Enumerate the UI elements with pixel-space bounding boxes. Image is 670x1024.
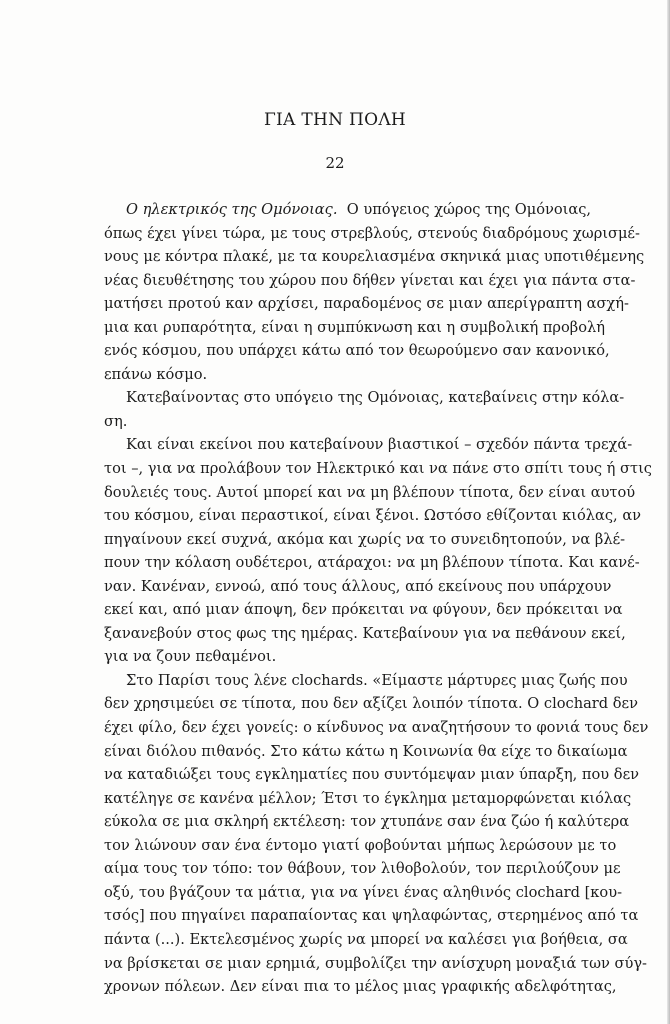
text-line: όπως έχει γίνει τώρα, με τους στρεβλούς, στενούς διαδρόμους χωρισμέ- [104, 224, 640, 242]
text-line: εκεί και, από μιαν άποψη, δεν πρόκειται να φύγουν, δεν πρόκειται να [104, 601, 623, 619]
text-line: δεν χρησιμεύει σε τίποτα, που δεν αξίζει λοιπόν τίποτα. Ο clochard δεν [104, 695, 638, 713]
text-line: επάνω κόσμο. [104, 365, 208, 383]
text-line: ματήσει προτού καν αρχίσει, παραδομένος σε μιαν απερίγραπτη ασχή- [104, 295, 629, 313]
text-line: τον λιώνουν σαν ένα έντομο γιατί φοβούνται μήπως λερώσουν με το [104, 836, 617, 854]
text-line: κατέληγε σε κανένα μέλλον; Έτσι το έγκλημα μεταμορφώνεται κιόλας [104, 789, 632, 807]
text-line: τοι –, για να προλάβουν τον Ηλεκτρικό και να πάνε στο σπίτι τους ή στις [104, 460, 652, 478]
text-line: πουν την κόλαση ουδέτεροι, ατάραχοι: να μη βλέπουν τίποτα. Και κανέ- [104, 554, 640, 572]
text-line: νέας διευθέτησης του χώρου που δήθεν γίνεται και έχει για πάντα στα- [104, 271, 636, 289]
text-line: για να ζουν πεθαμένοι. [104, 648, 277, 666]
text-line: ναν. Κανέναν, εννοώ, από τους άλλους, από εκείνους που υπάρχουν [104, 577, 612, 595]
text-line: του κόσμου, είναι περαστικοί, είναι ξένοι. Ωστόσο εθίζονται κιόλας, αν [104, 507, 642, 525]
text-line: δουλειές τους. Αυτοί μπορεί και να μη βλέπουν τίποτα, δεν είναι αυτού [104, 483, 636, 501]
text-line: ενός κόσμου, που υπάρχει κάτω από τον θεωρούμενο σαν κανονικό, [104, 342, 610, 360]
text-line: να καταδιώξει τους εγκληματίες που συντόμεψαν μιαν ύπαρξη, που δεν [104, 766, 640, 784]
text-line: Και είναι εκείνοι που κατεβαίνουν βιαστικοί – σχεδόν πάντα τρεχά- [126, 436, 633, 454]
text-line: Στο Παρίσι τους λένε clochards. «Είμαστε μάρτυρες μιας ζωής που [126, 671, 628, 689]
text-line: είναι διόλου πιθανός. Στο κάτω κάτω η Κοινωνία θα είχε το δικαίωμα [104, 742, 628, 760]
running-header: ΓΙΑ ΤΗΝ ΠΟΛΗ [263, 110, 407, 130]
text-line: μια και ρυπαρότητα, είναι η συμπύκνωση και η συμβολική προβολή [104, 318, 606, 336]
text-line: έχει φίλο, δεν έχει γονείς: ο κίνδυνος να αναζητήσουν το φονιά τους δεν [104, 719, 649, 737]
text-line: ξανανεβούν στος φως της ημέρας. Κατεβαίνουν για να πεθάνουν εκεί, [104, 624, 626, 642]
text-line: πηγαίνουν εκεί συχνά, ακόμα και χωρίς να το συνειδητοπούν, να βλέ- [104, 530, 626, 548]
page-number: 22 [325, 154, 345, 172]
text-line: πάντα (...). Εκτελεσμένος χωρίς να μπορεί να καλέσει για βοήθεια, σα [104, 930, 628, 948]
text-line: να βρίσκεται σε μιαν ερημιά, συμβολίζει την ανίσχυρη μοναξιά των σύγ- [104, 954, 647, 972]
text-line: Κατεβαίνοντας στο υπόγειο της Ομόνοιας, κατεβαίνεις στην κόλα- [126, 389, 625, 407]
italic-lead: Ο ηλεκτρικός της Ομόνοιας. [126, 201, 338, 218]
text-line: τσός] που πηγαίνει παραπαίοντας και ψηλαφώντας, στερημένος από τα [104, 907, 639, 925]
text-line: νους με κόντρα πλακέ, με τα κουρελιασμένα σκηνικά μιας υποτιθέμενης [104, 248, 645, 266]
text-line: ση. [104, 412, 128, 430]
text-line: αίμα τους τον τόπο: τον θάβουν, τον λιθοβολούν, τον περιλούζουν με [104, 860, 621, 878]
body-text [104, 198, 652, 999]
text-line: οξύ, του βγάζουν τα μάτια, για να γίνει ένας αληθινός clochard [κου- [104, 883, 622, 901]
text-line: εύκολα σε μια σκληρή εκτέλεση: τον χτυπάνε σαν ένα ζώο ή καλύτερα [104, 813, 630, 831]
text-line: χρονων πόλεων. Δεν είναι πια το μέλος μιας γραφικής αδελφότητας, [104, 978, 617, 996]
text-line: Ο ηλεκτρικός της Ομόνοιας. Ο υπόγειος χώρος της Ομόνοιας, [126, 201, 592, 218]
